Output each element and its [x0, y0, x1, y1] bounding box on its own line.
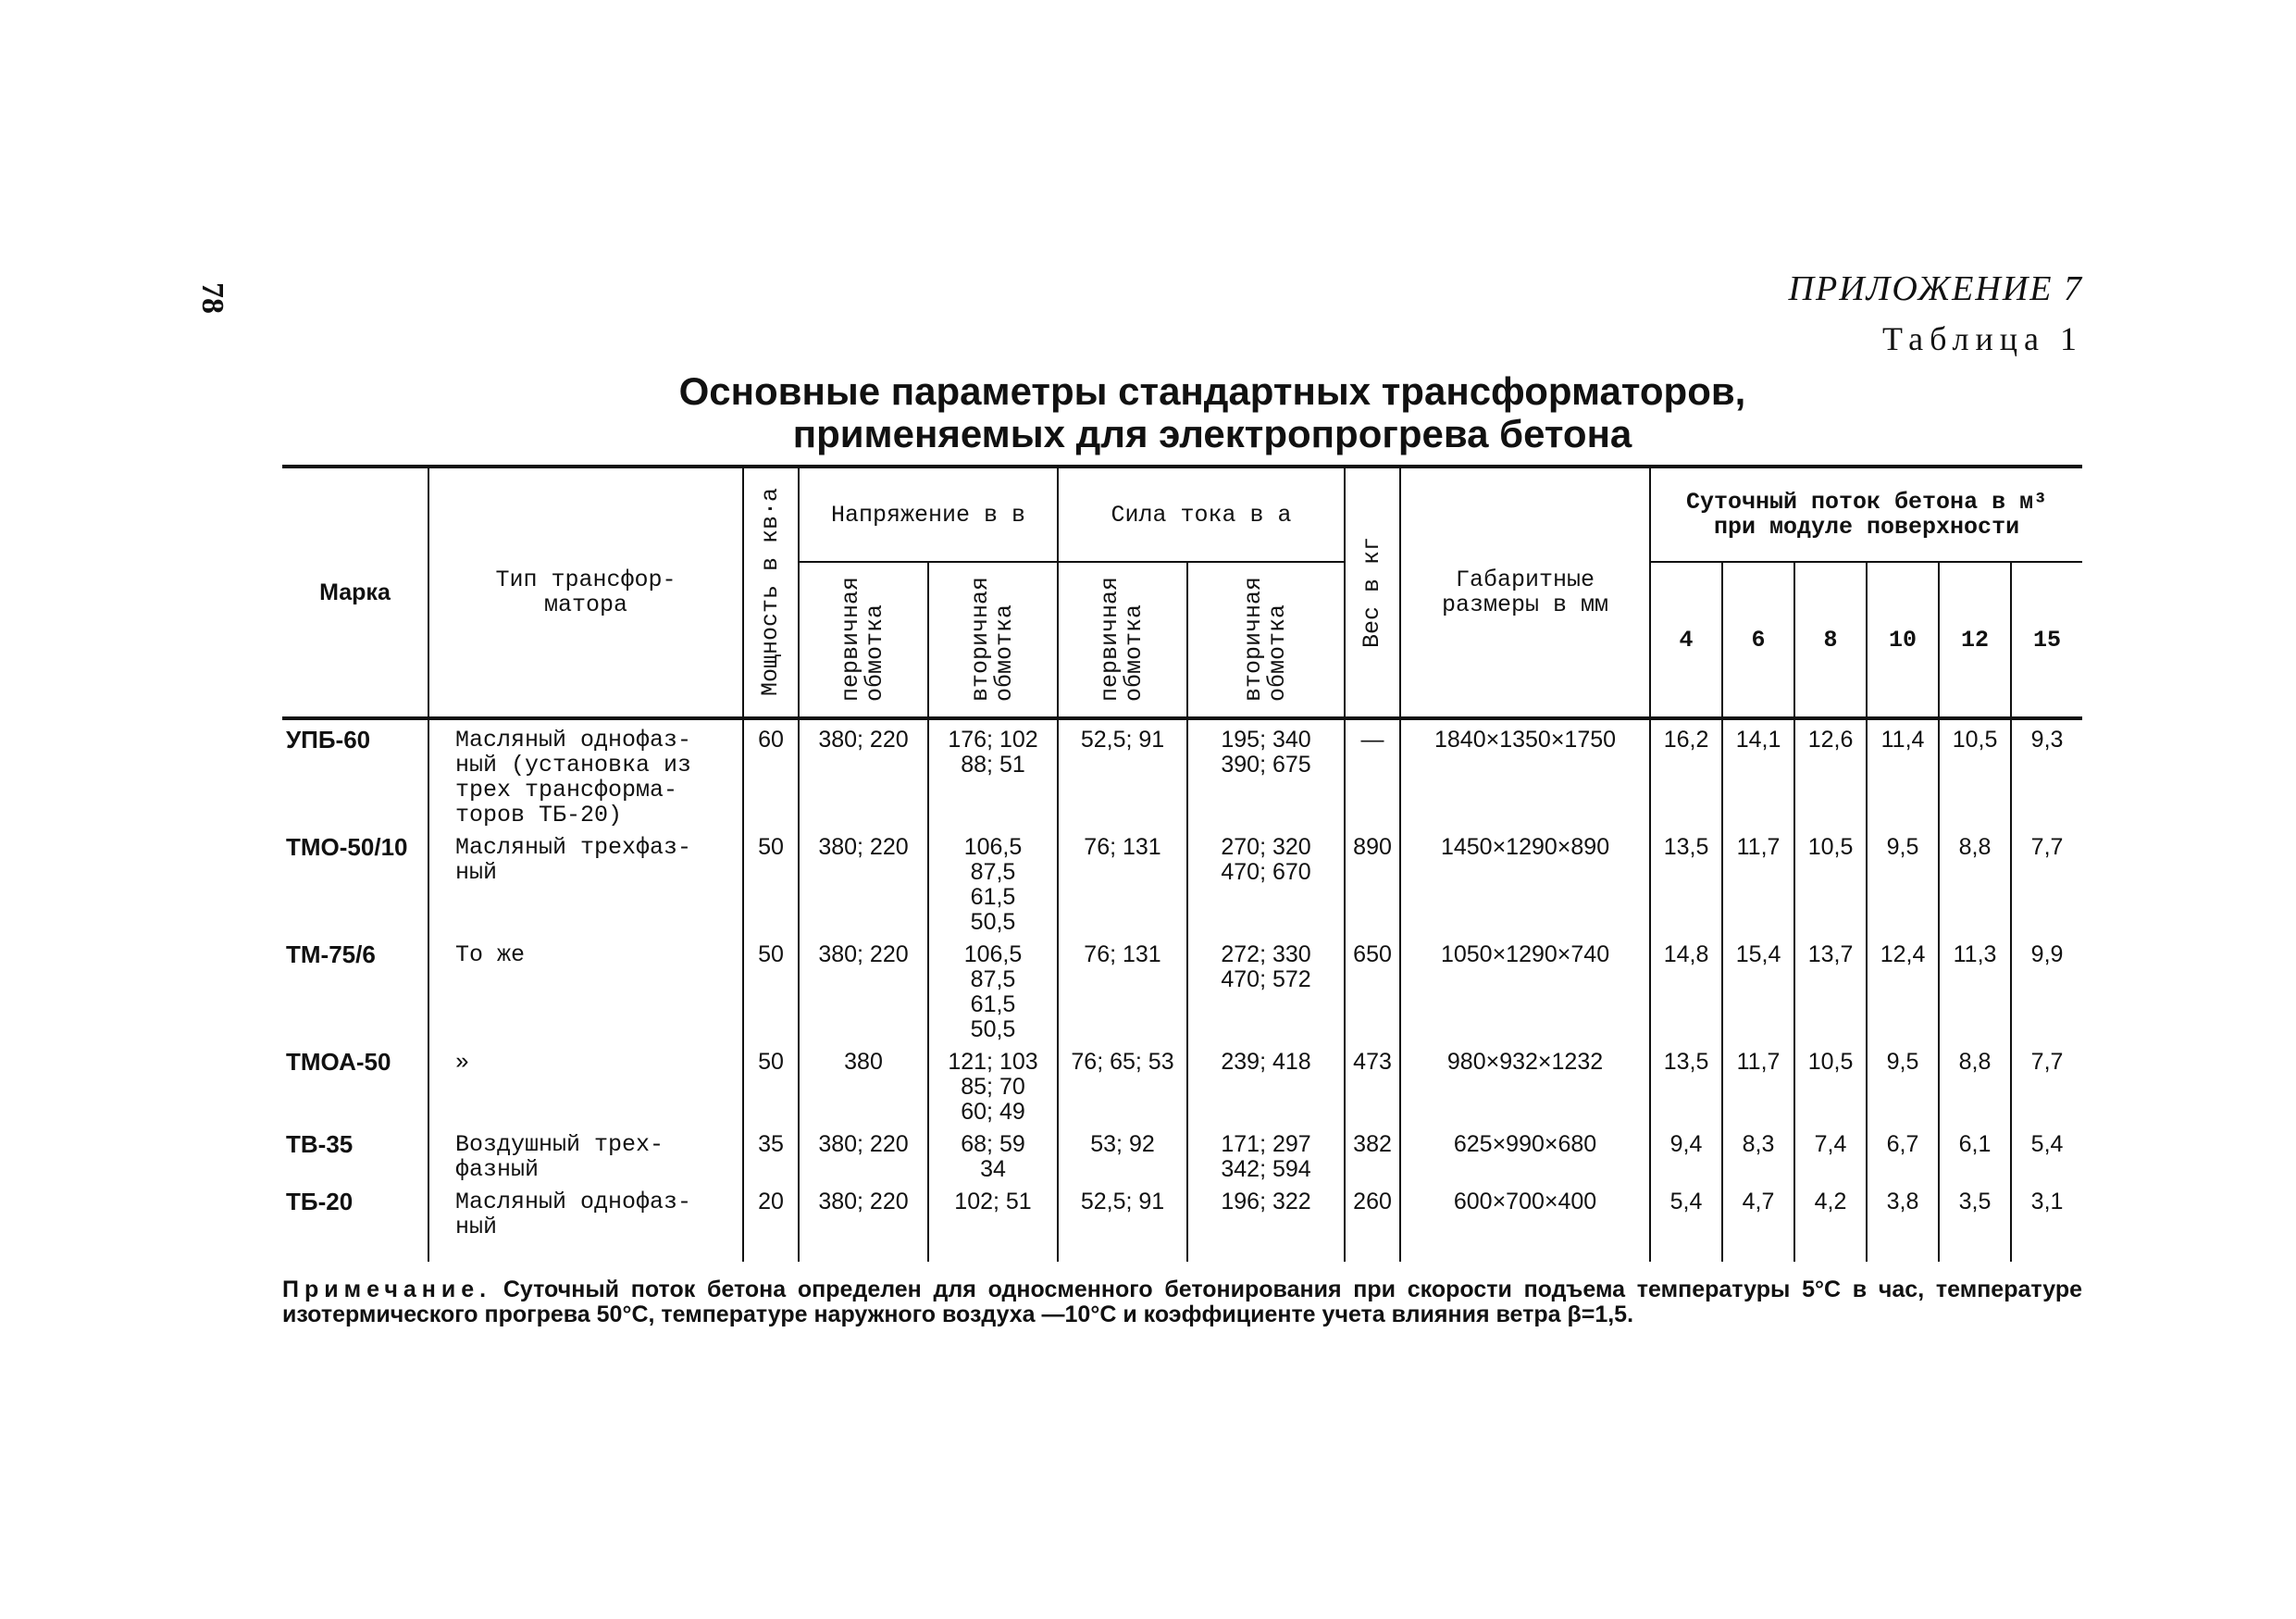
appendix-label: ПРИЛОЖЕНИЕ 7 — [1788, 269, 2083, 308]
header-voltage: Напряжение в в — [799, 467, 1058, 562]
cell-flow-15: 9,3 — [2011, 718, 2082, 828]
table-row — [282, 1042, 2082, 1125]
cell-flow-6: 11,7 — [1722, 828, 1794, 935]
cell-current-secondary: 196; 322 — [1187, 1182, 1345, 1262]
cell-flow-6: 4,7 — [1722, 1182, 1794, 1262]
cell-flow-12: 8,8 — [1939, 828, 2011, 935]
cell-flow-8: 13,7 — [1794, 935, 1867, 1042]
cell-current-secondary: 195; 340 390; 675 — [1187, 718, 1345, 828]
table-row — [282, 935, 2082, 1042]
cell-flow-8: 12,6 — [1794, 718, 1867, 828]
cell-weight: 382 — [1345, 1125, 1400, 1182]
cell-flow-10: 11,4 — [1867, 718, 1939, 828]
cell-flow-15: 5,4 — [2011, 1125, 2082, 1182]
table-title — [555, 370, 1869, 455]
note-label: Примечание. — [282, 1277, 492, 1302]
cell-flow-12: 8,8 — [1939, 1042, 2011, 1125]
cell-flow-4: 9,4 — [1650, 1125, 1722, 1182]
header-voltage-secondary-label: вторичная обмотка — [967, 577, 1018, 703]
header-row-1 — [282, 467, 2082, 562]
cell-mark: УПБ-60 — [282, 718, 428, 828]
cell-flow-8: 7,4 — [1794, 1125, 1867, 1182]
cell-voltage-primary: 380; 220 — [799, 718, 928, 828]
cell-flow-10: 12,4 — [1867, 935, 1939, 1042]
cell-current-secondary: 272; 330 470; 572 — [1187, 935, 1345, 1042]
cell-weight: 890 — [1345, 828, 1400, 935]
cell-flow-4: 13,5 — [1650, 1042, 1722, 1125]
header-module-6: 6 — [1722, 562, 1794, 718]
cell-power: 20 — [743, 1182, 799, 1262]
cell-current-secondary: 171; 297 342; 594 — [1187, 1125, 1345, 1182]
cell-voltage-primary: 380; 220 — [799, 935, 928, 1042]
cell-flow-15: 9,9 — [2011, 935, 2082, 1042]
cell-flow-12: 3,5 — [1939, 1182, 2011, 1262]
cell-current-primary: 52,5; 91 — [1058, 718, 1187, 828]
cell-power: 50 — [743, 828, 799, 935]
cell-dimensions: 600×700×400 — [1400, 1182, 1650, 1262]
header-current-primary-label: первичная обмотка — [1097, 577, 1148, 703]
cell-weight: 260 — [1345, 1182, 1400, 1262]
header-module-4: 4 — [1650, 562, 1722, 718]
cell-flow-15: 7,7 — [2011, 1042, 2082, 1125]
cell-type: То же — [428, 935, 743, 1042]
cell-flow-4: 5,4 — [1650, 1182, 1722, 1262]
cell-flow-10: 6,7 — [1867, 1125, 1939, 1182]
cell-mark: ТВ-35 — [282, 1125, 428, 1182]
cell-flow-4: 13,5 — [1650, 828, 1722, 935]
cell-type: Воздушный трех- фазный — [428, 1125, 743, 1182]
cell-flow-12: 11,3 — [1939, 935, 2011, 1042]
header-weight-label: Вес в кг — [1359, 536, 1386, 649]
cell-weight: 473 — [1345, 1042, 1400, 1125]
cell-weight: — — [1345, 718, 1400, 828]
header-type: Тип трансфор- матора — [428, 467, 743, 718]
cell-power: 50 — [743, 935, 799, 1042]
table-number: Таблица 1 — [1882, 320, 2083, 357]
header-module-8: 8 — [1794, 562, 1867, 718]
cell-power: 35 — [743, 1125, 799, 1182]
cell-current-primary: 76; 131 — [1058, 828, 1187, 935]
cell-voltage-primary: 380; 220 — [799, 1182, 928, 1262]
note-text: Суточный поток бетона определен для односменного бетонирования при скорости подъема температуры 5°С в час, температуре изотермического прогрева 50°С, температуре наружного воздуха —10°С и коэффициенте учета влияния ветра β=1,5. — [282, 1277, 2082, 1327]
header-dimensions: Габаритные размеры в мм — [1400, 467, 1650, 718]
cell-voltage-secondary: 106,5 87,5 61,5 50,5 — [928, 828, 1058, 935]
table-note — [282, 1277, 2082, 1327]
table-row — [282, 828, 2082, 935]
cell-flow-4: 16,2 — [1650, 718, 1722, 828]
cell-voltage-secondary: 102; 51 — [928, 1182, 1058, 1262]
cell-dimensions: 1450×1290×890 — [1400, 828, 1650, 935]
table-row — [282, 1182, 2082, 1262]
table-row — [282, 1125, 2082, 1182]
cell-flow-10: 3,8 — [1867, 1182, 1939, 1262]
cell-voltage-primary: 380; 220 — [799, 1125, 928, 1182]
transformer-parameters-table — [282, 465, 2082, 1262]
title-line-2: применяемых для электропрогрева бетона — [792, 412, 1632, 455]
cell-type: Масляный однофаз- ный — [428, 1182, 743, 1262]
cell-voltage-secondary: 68; 59 34 — [928, 1125, 1058, 1182]
cell-flow-15: 3,1 — [2011, 1182, 2082, 1262]
cell-voltage-primary: 380 — [799, 1042, 928, 1125]
cell-power: 60 — [743, 718, 799, 828]
cell-current-primary: 76; 65; 53 — [1058, 1042, 1187, 1125]
cell-weight: 650 — [1345, 935, 1400, 1042]
cell-type: Масляный трехфаз- ный — [428, 828, 743, 935]
cell-dimensions: 625×990×680 — [1400, 1125, 1650, 1182]
header-voltage-primary-label: первичная обмотка — [838, 577, 888, 703]
header-voltage-secondary — [928, 562, 1058, 718]
header-module-15: 15 — [2011, 562, 2082, 718]
cell-flow-12: 6,1 — [1939, 1125, 2011, 1182]
cell-flow-15: 7,7 — [2011, 828, 2082, 935]
title-line-1: Основные параметры стандартных трансформаторов, — [678, 369, 1746, 413]
header-module-12: 12 — [1939, 562, 2011, 718]
cell-flow-8: 10,5 — [1794, 1042, 1867, 1125]
cell-current-secondary: 270; 320 470; 670 — [1187, 828, 1345, 935]
cell-current-primary: 53; 92 — [1058, 1125, 1187, 1182]
cell-flow-10: 9,5 — [1867, 828, 1939, 935]
cell-voltage-secondary: 176; 102 88; 51 — [928, 718, 1058, 828]
header-power — [743, 467, 799, 718]
cell-flow-4: 14,8 — [1650, 935, 1722, 1042]
header-current: Сила тока в а — [1058, 467, 1345, 562]
header-current-secondary-label: вторичная обмотка — [1240, 577, 1292, 703]
cell-flow-6: 11,7 — [1722, 1042, 1794, 1125]
cell-voltage-secondary: 106,5 87,5 61,5 50,5 — [928, 935, 1058, 1042]
cell-flow-6: 14,1 — [1722, 718, 1794, 828]
table-row — [282, 718, 2082, 828]
cell-mark: ТМО-50/10 — [282, 828, 428, 935]
cell-current-primary: 76; 131 — [1058, 935, 1187, 1042]
cell-flow-6: 8,3 — [1722, 1125, 1794, 1182]
cell-mark: ТБ-20 — [282, 1182, 428, 1262]
header-power-label: Мощность в кв·а — [757, 488, 784, 697]
header-current-primary — [1058, 562, 1187, 718]
header-current-secondary — [1187, 562, 1345, 718]
cell-current-secondary: 239; 418 — [1187, 1042, 1345, 1125]
cell-flow-12: 10,5 — [1939, 718, 2011, 828]
header-flow: Суточный поток бетона в м³ при модуле поверхности — [1650, 467, 2082, 562]
cell-mark: ТМ-75/6 — [282, 935, 428, 1042]
cell-flow-6: 15,4 — [1722, 935, 1794, 1042]
cell-current-primary: 52,5; 91 — [1058, 1182, 1187, 1262]
cell-dimensions: 980×932×1232 — [1400, 1042, 1650, 1125]
cell-voltage-secondary: 121; 103 85; 70 60; 49 — [928, 1042, 1058, 1125]
cell-type: Масляный однофаз- ный (установка из трех трансформа- торов ТБ-20) — [428, 718, 743, 828]
cell-flow-8: 10,5 — [1794, 828, 1867, 935]
page-number: 78 — [195, 282, 230, 314]
cell-mark: ТМОА-50 — [282, 1042, 428, 1125]
cell-dimensions: 1050×1290×740 — [1400, 935, 1650, 1042]
cell-flow-10: 9,5 — [1867, 1042, 1939, 1125]
header-weight — [1345, 467, 1400, 718]
cell-power: 50 — [743, 1042, 799, 1125]
header-module-10: 10 — [1867, 562, 1939, 718]
header-mark: Марка — [282, 467, 428, 718]
header-voltage-primary — [799, 562, 928, 718]
cell-dimensions: 1840×1350×1750 — [1400, 718, 1650, 828]
cell-flow-8: 4,2 — [1794, 1182, 1867, 1262]
cell-type: » — [428, 1042, 743, 1125]
cell-voltage-primary: 380; 220 — [799, 828, 928, 935]
